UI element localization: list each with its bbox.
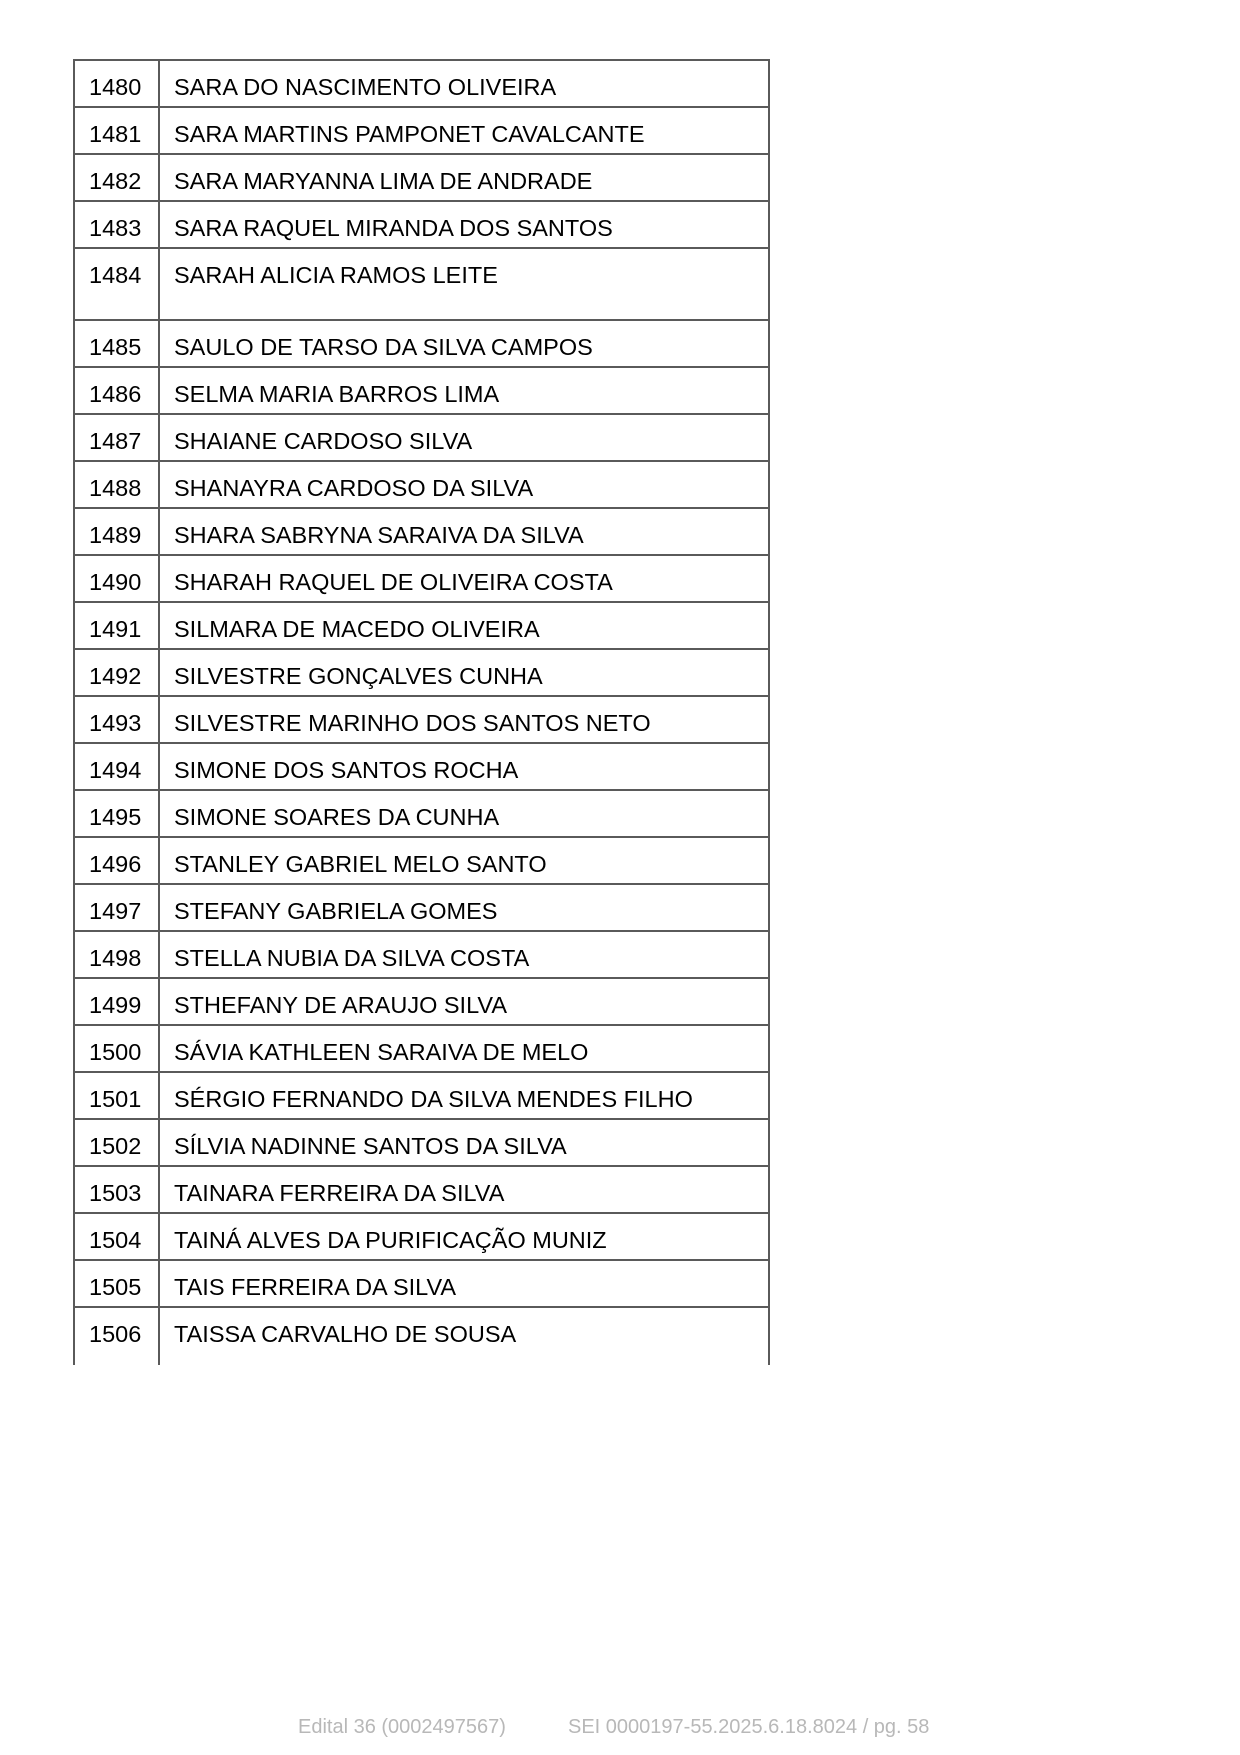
row-name: STHEFANY DE ARAUJO SILVA [159, 978, 769, 1025]
row-name: SARA MARYANNA LIMA DE ANDRADE [159, 154, 769, 201]
row-number: 1486 [74, 367, 159, 414]
row-number: 1494 [74, 743, 159, 790]
table-row [74, 837, 769, 884]
table-row [74, 461, 769, 508]
row-number: 1495 [74, 790, 159, 837]
row-number: 1485 [74, 320, 159, 367]
row-number: 1502 [74, 1119, 159, 1166]
table-row [74, 414, 769, 461]
row-number: 1497 [74, 884, 159, 931]
row-number: 1490 [74, 555, 159, 602]
row-name: SELMA MARIA BARROS LIMA [159, 367, 769, 414]
row-name: SARA RAQUEL MIRANDA DOS SANTOS [159, 201, 769, 248]
row-number: 1503 [74, 1166, 159, 1213]
row-number: 1483 [74, 201, 159, 248]
table-row [74, 201, 769, 248]
row-number: 1488 [74, 461, 159, 508]
row-name: STANLEY GABRIEL MELO SANTO [159, 837, 769, 884]
table-row [74, 248, 769, 320]
row-name: SÍLVIA NADINNE SANTOS DA SILVA [159, 1119, 769, 1166]
row-number: 1496 [74, 837, 159, 884]
row-number: 1491 [74, 602, 159, 649]
table-row [74, 1213, 769, 1260]
row-number: 1500 [74, 1025, 159, 1072]
table-row [74, 1307, 769, 1365]
row-name: SIMONE DOS SANTOS ROCHA [159, 743, 769, 790]
row-name: SAULO DE TARSO DA SILVA CAMPOS [159, 320, 769, 367]
row-name: SILVESTRE MARINHO DOS SANTOS NETO [159, 696, 769, 743]
row-name: STELLA NUBIA DA SILVA COSTA [159, 931, 769, 978]
footer-process-reference: SEI 0000197-55.2025.6.18.8024 / pg. 58 [568, 1716, 930, 1738]
row-name: SARA DO NASCIMENTO OLIVEIRA [159, 60, 769, 107]
table-row [74, 60, 769, 107]
table-row [74, 931, 769, 978]
table-row [74, 790, 769, 837]
table-row [74, 555, 769, 602]
table-row [74, 1260, 769, 1307]
row-name: SHARA SABRYNA SARAIVA DA SILVA [159, 508, 769, 555]
row-name: TAISSA CARVALHO DE SOUSA [159, 1307, 769, 1365]
row-name: SIMONE SOARES DA CUNHA [159, 790, 769, 837]
table-row [74, 602, 769, 649]
row-number: 1492 [74, 649, 159, 696]
table-row [74, 367, 769, 414]
table-row [74, 1166, 769, 1213]
row-number: 1481 [74, 107, 159, 154]
row-number: 1484 [74, 248, 159, 320]
row-number: 1480 [74, 60, 159, 107]
row-number: 1499 [74, 978, 159, 1025]
footer-document-reference: Edital 36 (0002497567) [298, 1716, 506, 1738]
row-name: SHAIANE CARDOSO SILVA [159, 414, 769, 461]
table-row [74, 107, 769, 154]
table-row [74, 320, 769, 367]
row-name: SARAH ALICIA RAMOS LEITE [159, 248, 769, 320]
table-row [74, 978, 769, 1025]
table-row [74, 743, 769, 790]
table-row [74, 1072, 769, 1119]
row-name: SILMARA DE MACEDO OLIVEIRA [159, 602, 769, 649]
table-row [74, 1119, 769, 1166]
row-number: 1489 [74, 508, 159, 555]
table-row [74, 1025, 769, 1072]
row-name: SARA MARTINS PAMPONET CAVALCANTE [159, 107, 769, 154]
row-number: 1505 [74, 1260, 159, 1307]
table-row [74, 649, 769, 696]
row-name: TAINARA FERREIRA DA SILVA [159, 1166, 769, 1213]
table-row [74, 154, 769, 201]
row-number: 1482 [74, 154, 159, 201]
names-table [73, 59, 770, 1365]
names-table-body [74, 60, 769, 1365]
row-number: 1487 [74, 414, 159, 461]
row-number: 1504 [74, 1213, 159, 1260]
row-name: SÁVIA KATHLEEN SARAIVA DE MELO [159, 1025, 769, 1072]
row-name: STEFANY GABRIELA GOMES [159, 884, 769, 931]
row-number: 1506 [74, 1307, 159, 1365]
row-number: 1501 [74, 1072, 159, 1119]
table-row [74, 696, 769, 743]
row-number: 1493 [74, 696, 159, 743]
table-row [74, 884, 769, 931]
row-name: SÉRGIO FERNANDO DA SILVA MENDES FILHO [159, 1072, 769, 1119]
row-name: SHARAH RAQUEL DE OLIVEIRA COSTA [159, 555, 769, 602]
table-row [74, 508, 769, 555]
row-name: TAIS FERREIRA DA SILVA [159, 1260, 769, 1307]
row-name: SHANAYRA CARDOSO DA SILVA [159, 461, 769, 508]
row-name: TAINÁ ALVES DA PURIFICAÇÃO MUNIZ [159, 1213, 769, 1260]
row-name: SILVESTRE GONÇALVES CUNHA [159, 649, 769, 696]
row-number: 1498 [74, 931, 159, 978]
